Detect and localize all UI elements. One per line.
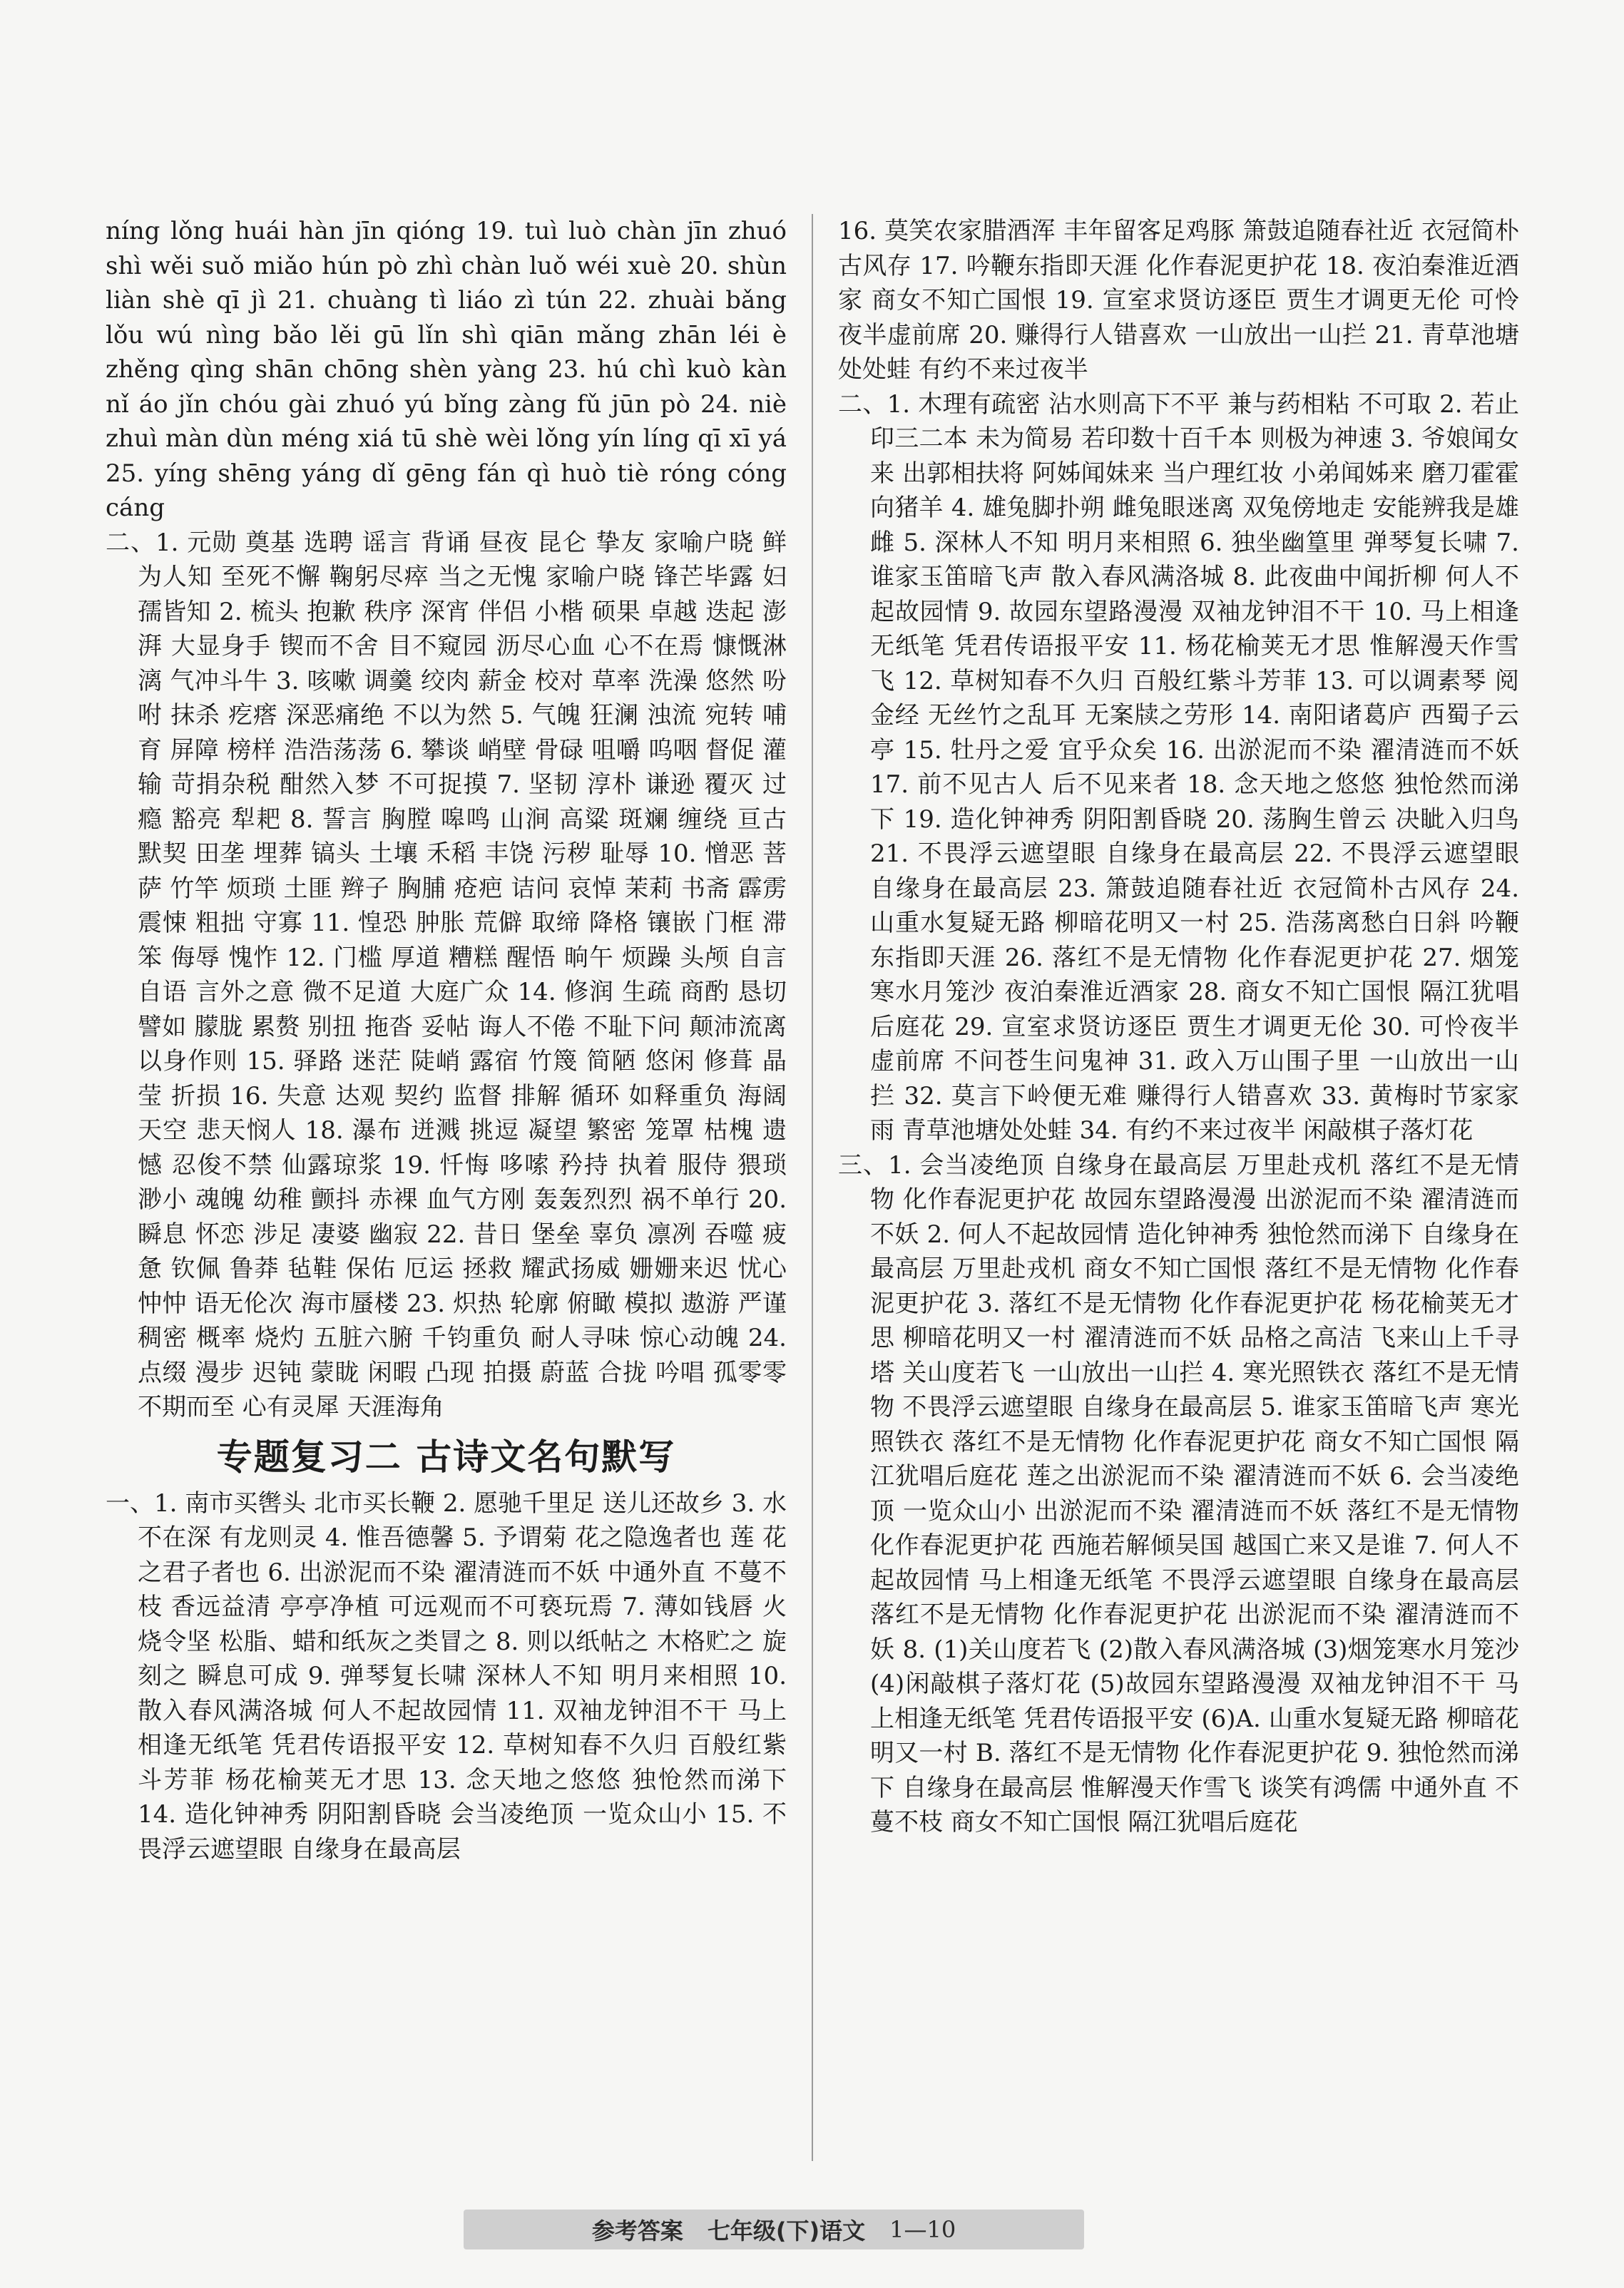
poem-answers-part1: 一、1. 南市买辔头 北市买长鞭 2. 愿驰千里足 送儿还故乡 3. 水不在深 有龙则灵 4. 惟吾德馨 5. 予谓菊 花之隐逸者也 莲 花之君子者也 6. 出淤泥而不染 濯清涟而不妖 中通外直 不蔓不枝 香远益清 亭亭净植 可远观而不可亵玩焉 7. 薄如钱唇 火烧令坚 松脂、蜡和纸灰之类冒之 8. 则以纸帖之 木格贮之 旋刻之 瞬息可成 9. 弹琴复长啸 深林人不知 明月来相照 10. 散入春风满洛城 何人不起故园情 11. 双袖龙钟泪不干 马上相逢无纸笔 凭君传语报平安 12. 草树知春不久归 百般红紫斗芳菲 杨花榆荚无才思 13. 念天地之悠悠 独怆然而涕下 14. 造化钟神秀 阴阳割昏晓 会当凌绝顶 一览众山小 15. 不畏浮云遮望眼 自缘身在最高层 <box>106 1488 787 1864</box>
page-number: 1—10 <box>889 2216 956 2243</box>
column-divider <box>812 214 813 2161</box>
poem-answers-part3: 三、1. 会当凌绝顶 自缘身在最高层 万里赴戎机 落红不是无情物 化作春泥更护花 故园东望路漫漫 出淤泥而不染 濯清涟而不妖 2. 何人不起故园情 造化钟神秀 独怆然而涕下 自缘身在最高层 万里赴戎机 商女不知亡国恨 落红不是无情物 化作春泥更护花 3. 落红不是无情物 化作春泥更护花 杨花榆荚无才思 柳暗花明又一村 濯清涟而不妖 品格之高洁 飞来山上千寻塔 关山度若飞 一山放出一山拦 4. 寒光照铁衣 落红不是无情物 不畏浮云遮望眼 自缘身在最高层 5. 谁家玉笛暗飞声 寒光照铁衣 落红不是无情物 化作春泥更护花 商女不知亡国恨 隔江犹唱后庭花 莲之出淤泥而不染 濯清涟而不妖 6. 会当凌绝顶 一览众山小 出淤泥而不染 濯清涟而不妖 落红不是无情物 化作春泥更护花 西施若解倾吴国 越国亡来又是谁 7. 何人不起故园情 马上相逢无纸笔 不畏浮云遮望眼 自缘身在最高层 落红不是无情物 化作春泥更护花 出淤泥而不染 濯清涟而不妖 8. (1)关山度若飞 (2)散入春风满洛城 (3)烟笼寒水月笼沙 (4)闲敲棋子落灯花 (5)故园东望路漫漫 双袖龙钟泪不干 马上相逢无纸笔 凭君传语报平安 (6)A. 山重水复疑无路 柳暗花明又一村 B. 落红不是无情物 化作春泥更护花 9. 独怆然而涕下 自缘身在最高层 惟解漫天作雪飞 谈笑有鸿儒 中通外直 不蔓不枝 商女不知亡国恨 隔江犹唱后庭花 <box>838 1150 1519 1837</box>
section-title: 专题复习二 古诗文名句默写 <box>216 1436 676 1478</box>
poem-answers-part2: 二、1. 木理有疏密 沾水则高下不平 兼与药相粘 不可取 2. 若止印三二本 未为简易 若印数十百千本 则极为神速 3. 爷娘闻女来 出郭相扶将 阿姊闻妹来 当户理红妆 小弟闻姊来 磨刀霍霍向猪羊 4. 雄兔脚扑朔 雌兔眼迷离 双兔傍地走 安能辨我是雄雌 5. 深林人不知 明月来相照 6. 独坐幽篁里 弹琴复长啸 7. 谁家玉笛暗飞声 散入春风满洛城 8. 此夜曲中闻折柳 何人不起故园情 9. 故园东望路漫漫 双袖龙钟泪不干 10. 马上相逢无纸笔 凭君传语报平安 11. 杨花榆荚无才思 惟解漫天作雪飞 12. 草树知春不久归 百般红紫斗芳菲 13. 可以调素琴 阅金经 无丝竹之乱耳 无案牍之劳形 14. 南阳诸葛庐 西蜀子云亭 15. 牡丹之爱 宜乎众矣 16. 出淤泥而不染 濯清涟而不妖 17. 前不见古人 后不见来者 18. 念天地之悠悠 独怆然而涕下 19. 造化钟神秀 阴阳割昏晓 20. 荡胸生曾云 决眦入归鸟 21. 不畏浮云遮望眼 自缘身在最高层 22. 不畏浮云遮望眼 自缘身在最高层 23. 箫鼓追随春社近 衣冠简朴古风存 24. 山重水复疑无路 柳暗花明又一村 25. 浩荡离愁白日斜 吟鞭东指即天涯 26. 落红不是无情物 化作春泥更护花 27. 烟笼寒水月笼沙 夜泊秦淮近酒家 28. 商女不知亡国恨 隔江犹唱后庭花 29. 宣室求贤访逐臣 贾生才调更无伦 30. 可怜夜半虚前席 不问苍生问鬼神 31. 政入万山围子里 一山放出一山拦 32. 莫言下岭便无难 赚得行人错喜欢 33. 黄梅时节家家雨 青草池塘处处蛙 34. 有约不来过夜半 闲敲棋子落灯花 <box>838 389 1519 1145</box>
vocab-answers-part2: 二、1. 元勋 奠基 选聘 谣言 背诵 昼夜 昆仑 挚友 家喻户晓 鲜为人知 至死不懈 鞠躬尽瘁 当之无愧 家喻户晓 锋芒毕露 妇孺皆知 2. 梳头 抱歉 秩序 深宵 伴侣 小楷 硕果 卓越 迭起 澎湃 大显身手 锲而不舍 目不窥园 沥尽心血 心不在焉 慷慨淋漓 气冲斗牛 3. 咳嗽 调羹 绞肉 薪金 校对 草率 洗澡 悠然 吩咐 抹杀 疙瘩 深恶痛绝 不以为然 5. 气魄 狂澜 浊流 宛转 哺育 屏障 榜样 浩浩荡荡 6. 攀谈 峭壁 骨碌 咀嚼 呜咽 督促 灌输 苛捐杂税 酣然入梦 不可捉摸 7. 坚韧 淳朴 谦逊 覆灭 过瘾 豁亮 犁耙 8. 誓言 胸膛 嗥鸣 山涧 高粱 斑斓 缠绕 亘古 默契 田垄 埋葬 镐头 土壤 禾稻 丰饶 污秽 耻辱 10. 憎恶 菩萨 竹竿 烦琐 土匪 辫子 胸脯 疮疤 诘问 哀悼 茉莉 书斋 霹雳 震悚 粗拙 守寡 11. 惶恐 肿胀 荒僻 取缔 降格 镶嵌 门框 滞笨 侮辱 愧怍 12. 门槛 厚道 糟糕 醒悟 晌午 烦躁 头颅 自言自语 言外之意 微不足道 大庭广众 14. 修润 生疏 商酌 恳切 譬如 朦胧 累赘 别扭 拖沓 妥帖 诲人不倦 不耻下问 颠沛流离 以身作则 15. 驿路 迷茫 陡峭 露宿 竹篾 简陋 悠闲 修葺 晶莹 折损 16. 失意 达观 契约 监督 排解 循环 如释重负 海阔天空 悲天悯人 18. 瀑布 迸溅 挑逗 凝望 繁密 笼罩 枯槐 遗憾 忍俊不禁 仙露琼浆 19. 忏悔 哆嗦 矜持 执着 服侍 猥琐 渺小 魂魄 幼稚 颤抖 赤裸 血气方刚 轰轰烈烈 祸不单行 20. 瞬息 怀恋 涉足 凄婆 幽寂 22. 昔日 堡垒 辜负 凛冽 吞噬 疲惫 钦佩 鲁莽 毡鞋 保佑 厄运 拯救 耀武扬威 姗姗来迟 忧心忡忡 语无伦次 海市蜃楼 23. 炽热 轮廓 俯瞰 模拟 遨游 严谨 稠密 概率 烧灼 五脏六腑 千钧重负 耐人寻味 惊心动魄 24. 点缀 漫步 迟钝 蒙眬 闲暇 凸现 拍摄 蔚蓝 合拢 吟唱 孤零零 不期而至 心有灵犀 天涯海角 <box>106 528 787 1421</box>
poem-answers-part1-continued: 16. 莫笑农家腊酒浑 丰年留客足鸡豚 箫鼓追随春社近 衣冠简朴古风存 17. 吟鞭东指即天涯 化作春泥更护花 18. 夜泊秦淮近酒家 商女不知亡国恨 19. 宣室求贤访逐臣 贾生才调更无伦 可怜夜半虚前席 20. 赚得行人错喜欢 一山放出一山拦 21. 青草池塘处处蛙 有约不来过夜半 <box>838 217 1519 384</box>
footer-label: 参考答案 <box>591 2217 683 2244</box>
left-column <box>106 214 787 1866</box>
pinyin-answers: níng lǒng huái hàn jīn qióng 19. tuì luò chàn jīn zhuó shì wěi suǒ miǎo hún pò zhì chàn luǒ wéi xuè 20. shùn liàn shè qī jì 21. chuàng tì liáo zì tún 22. zhuài bǎng lǒu wú nìng bǎo lěi gū lǐn shì qiān mǎng zhān léi è zhěng qìng shān chōng shèn yàng 23. hú chì kuò kàn nǐ áo jǐn chóu gài zhuó yú bǐng zàng fǔ jūn pò 24. niè zhuì màn dùn méng xiá tū shè wèi lǒng yín líng qī xī yá 25. yíng shēng yáng dǐ gēng fán qì huò tiè róng cóng cáng <box>106 217 787 522</box>
right-column <box>838 214 1519 1840</box>
page-footer <box>464 2210 1084 2249</box>
footer-grade: 七年级(下)语文 <box>707 2217 866 2244</box>
